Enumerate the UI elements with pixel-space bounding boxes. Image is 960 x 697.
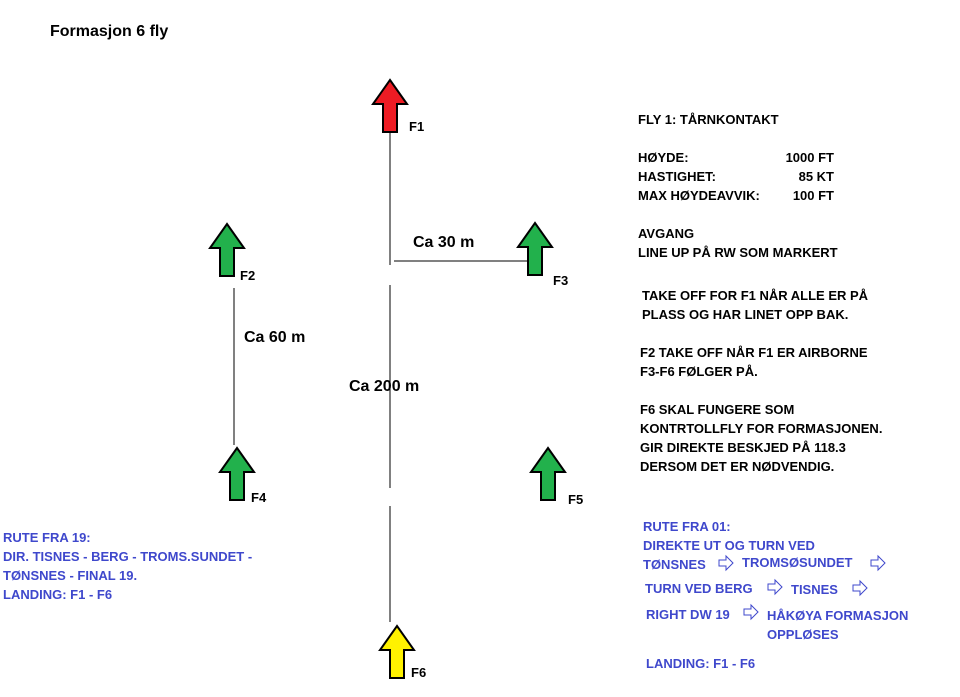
route01-header-1: RUTE FRA 01: [643,519,731,534]
info-avgang-1: AVGANG [638,226,695,241]
plane-arrow-icon-f5 [531,448,565,500]
plane-arrow-icon-f1 [373,80,407,132]
route01-tisnes: TISNES [791,582,838,597]
route01-header-2: DIREKTE UT OG TURN VED [643,538,815,553]
plane-arrow-icon-f3 [518,223,552,275]
info-f2-1: F2 TAKE OFF NÅR F1 ER AIRBORNE [640,345,868,360]
info-value-speed: 85 KT [798,169,834,184]
route01-tonsnes: TØNSNES [643,557,706,572]
route19-landing: LANDING: F1 - F6 [3,587,113,602]
info-label-max-deviation: MAX HØYDEAVVIK: [638,188,760,203]
right-arrow-icon [853,581,867,595]
route01-right-dw: RIGHT DW 19 [646,607,730,622]
diagram-title: Formasjon 6 fly [50,23,169,40]
right-arrow-icon [768,580,782,594]
info-f2-2: F3-F6 FØLGER PÅ. [640,364,758,379]
info-value-max-deviation: 100 FT [792,188,834,203]
right-arrow-icon [744,605,758,619]
distance-60m-label: Ca 60 m [244,329,306,346]
distance-200m-label: Ca 200 m [349,378,420,395]
route19-line-2: DIR. TISNES - BERG - TROMS.SUNDET - [3,549,253,564]
route19-line-3: TØNSNES - FINAL 19. [3,568,138,583]
plane-label-f1: F1 [409,119,425,134]
plane-label-f3: F3 [553,273,569,288]
plane-label-f5: F5 [568,492,584,507]
route01-hakoya-1: HÅKØYA FORMASJON [767,608,909,623]
route01-hakoya-2: OPPLØSES [767,627,839,642]
info-f6-4: DERSOM DET ER NØDVENDIG. [640,459,835,474]
plane-label-f4: F4 [251,490,267,505]
info-label-speed: HASTIGHET: [638,169,716,184]
route01-tromsosundet: TROMSØSUNDET [742,555,853,570]
plane-arrow-icon-f6 [380,626,414,678]
right-arrow-icon [871,556,885,570]
info-takeoff-2: PLASS OG HAR LINET OPP BAK. [642,307,849,322]
route01-landing: LANDING: F1 - F6 [646,656,756,671]
distance-30m-label: Ca 30 m [413,234,475,251]
info-header: FLY 1: TÅRNKONTAKT [638,112,779,127]
plane-arrow-icon-f4 [220,448,254,500]
info-takeoff-1: TAKE OFF FOR F1 NÅR ALLE ER PÅ [642,288,869,303]
info-table [638,148,834,205]
plane-label-f6: F6 [411,665,427,680]
info-f6-2: KONTRTOLLFLY FOR FORMASJONEN. [640,421,883,436]
info-value-height: 1000 FT [785,150,834,165]
info-f6-1: F6 SKAL FUNGERE SOM [640,402,795,417]
route01-turn-berg: TURN VED BERG [645,581,753,596]
plane-label-f2: F2 [240,268,256,283]
info-avgang-2: LINE UP PÅ RW SOM MARKERT [638,245,838,260]
info-f6-3: GIR DIREKTE BESKJED PÅ 118.3 [640,440,846,455]
info-label-height: HØYDE: [638,150,689,165]
plane-arrow-icon-f2 [210,224,244,276]
route19-line-1: RUTE FRA 19: [3,530,91,545]
right-arrow-icon [719,556,733,570]
